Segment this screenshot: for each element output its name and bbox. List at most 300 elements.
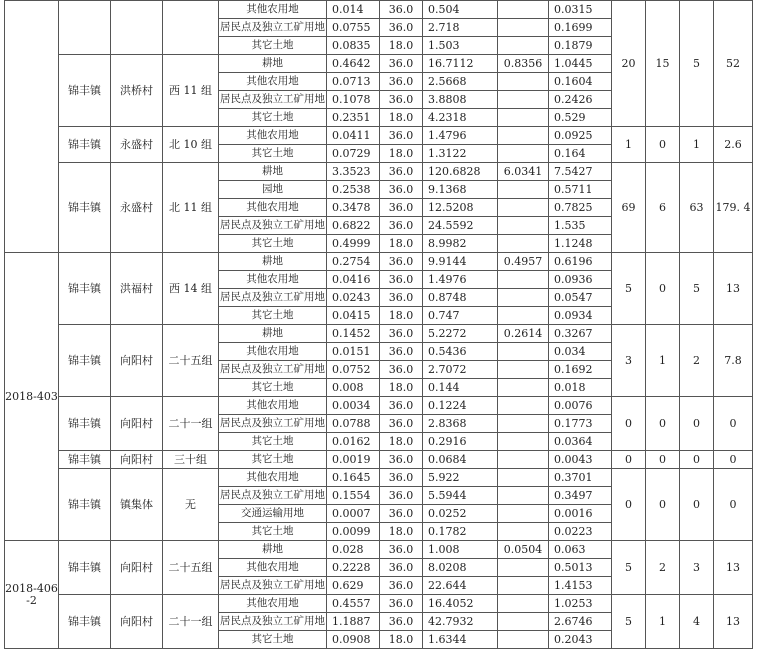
unit-price-cell: 36.0	[380, 181, 423, 199]
unit-price-cell: 36.0	[380, 505, 423, 523]
subtotal-cell: 0.5013	[549, 559, 612, 577]
unit-price-cell: 36.0	[380, 217, 423, 235]
unit-price-cell: 18.0	[380, 307, 423, 325]
subtotal-cell: 1.535	[549, 217, 612, 235]
farmland-fee-cell	[498, 127, 549, 145]
amount-cell: 3.8808	[423, 91, 498, 109]
farmland-fee-cell	[498, 559, 549, 577]
amount-cell: 5.922	[423, 469, 498, 487]
unit-price-cell: 36.0	[380, 1, 423, 19]
unit-price-cell: 36.0	[380, 361, 423, 379]
amount-cell: 5.5944	[423, 487, 498, 505]
table-row	[5, 451, 753, 469]
land-type-cell: 居民点及独立工矿用地	[219, 613, 327, 631]
subtotal-cell: 0.0315	[549, 1, 612, 19]
unit-price-cell: 36.0	[380, 127, 423, 145]
amount-cell: 16.4052	[423, 595, 498, 613]
town-cell: 锦丰镇	[59, 127, 111, 163]
town-cell: 锦丰镇	[59, 469, 111, 541]
summary-count-1: 20	[612, 1, 646, 127]
land-type-cell: 其它土地	[219, 379, 327, 397]
land-type-cell: 居民点及独立工矿用地	[219, 577, 327, 595]
unit-price-cell: 36.0	[380, 253, 423, 271]
unit-price-cell: 36.0	[380, 91, 423, 109]
summary-count-2: 0	[646, 127, 680, 163]
unit-price-cell: 36.0	[380, 163, 423, 181]
land-type-cell: 园地	[219, 181, 327, 199]
table-row	[5, 541, 753, 559]
amount-cell: 8.0208	[423, 559, 498, 577]
subtotal-cell: 7.5427	[549, 163, 612, 181]
farmland-fee-cell	[498, 271, 549, 289]
subtotal-cell: 0.0043	[549, 451, 612, 469]
unit-price-cell: 36.0	[380, 577, 423, 595]
farmland-fee-cell	[498, 523, 549, 541]
land-type-cell: 耕地	[219, 55, 327, 73]
subtotal-cell: 0.6196	[549, 253, 612, 271]
farmland-fee-cell: 6.0341	[498, 163, 549, 181]
area-cell: 0.2754	[327, 253, 380, 271]
summary-value: 0	[714, 397, 753, 451]
summary-value: 13	[714, 253, 753, 325]
area-cell: 0.2228	[327, 559, 380, 577]
unit-price-cell: 36.0	[380, 73, 423, 91]
unit-price-cell: 18.0	[380, 235, 423, 253]
land-type-cell: 其它土地	[219, 235, 327, 253]
farmland-fee-cell	[498, 577, 549, 595]
group-cell: 二十一组	[163, 595, 219, 649]
farmland-fee-cell	[498, 451, 549, 469]
summary-count-2: 0	[646, 253, 680, 325]
farmland-fee-cell	[498, 19, 549, 37]
amount-cell: 9.1368	[423, 181, 498, 199]
area-cell: 0.0415	[327, 307, 380, 325]
village-cell: 永盛村	[111, 127, 163, 163]
farmland-fee-cell	[498, 397, 549, 415]
town-cell: 锦丰镇	[59, 163, 111, 253]
group-cell: 二十五组	[163, 541, 219, 595]
summary-count-2: 0	[646, 469, 680, 541]
area-cell: 0.4557	[327, 595, 380, 613]
village-cell: 洪桥村	[111, 55, 163, 127]
subtotal-cell: 0.1879	[549, 37, 612, 55]
area-cell: 0.0034	[327, 397, 380, 415]
unit-price-cell: 36.0	[380, 487, 423, 505]
amount-cell: 0.1224	[423, 397, 498, 415]
subtotal-cell: 0.0936	[549, 271, 612, 289]
village-cell	[111, 1, 163, 55]
amount-cell: 42.7932	[423, 613, 498, 631]
summary-count-3: 5	[680, 253, 714, 325]
land-type-cell: 其它土地	[219, 109, 327, 127]
area-cell: 0.0151	[327, 343, 380, 361]
area-cell: 0.1452	[327, 325, 380, 343]
area-cell: 0.0908	[327, 631, 380, 649]
farmland-fee-cell	[498, 415, 549, 433]
amount-cell: 1.503	[423, 37, 498, 55]
project-id-cell: 2018-406 -2	[5, 541, 59, 649]
summary-count-3: 4	[680, 595, 714, 649]
area-cell: 0.6822	[327, 217, 380, 235]
subtotal-cell: 2.6746	[549, 613, 612, 631]
land-type-cell: 其它土地	[219, 307, 327, 325]
amount-cell: 1.4976	[423, 271, 498, 289]
subtotal-cell: 1.4153	[549, 577, 612, 595]
amount-cell: 0.0252	[423, 505, 498, 523]
amount-cell: 24.5592	[423, 217, 498, 235]
amount-cell: 0.0684	[423, 451, 498, 469]
group-cell: 三十组	[163, 451, 219, 469]
amount-cell: 22.644	[423, 577, 498, 595]
unit-price-cell: 36.0	[380, 613, 423, 631]
unit-price-cell: 36.0	[380, 289, 423, 307]
summary-value: 2.6	[714, 127, 753, 163]
land-type-cell: 其他农用地	[219, 595, 327, 613]
unit-price-cell: 18.0	[380, 523, 423, 541]
table-row	[5, 595, 753, 613]
summary-count-2: 15	[646, 1, 680, 127]
amount-cell: 0.2916	[423, 433, 498, 451]
farmland-fee-cell: 0.8356	[498, 55, 549, 73]
area-cell: 0.0019	[327, 451, 380, 469]
summary-count-1: 0	[612, 469, 646, 541]
land-type-cell: 居民点及独立工矿用地	[219, 19, 327, 37]
table-row	[5, 469, 753, 487]
farmland-fee-cell	[498, 379, 549, 397]
area-cell: 0.1078	[327, 91, 380, 109]
group-cell	[163, 1, 219, 55]
land-type-cell: 居民点及独立工矿用地	[219, 289, 327, 307]
land-type-cell: 其它土地	[219, 451, 327, 469]
farmland-fee-cell	[498, 109, 549, 127]
subtotal-cell: 0.0076	[549, 397, 612, 415]
summary-count-1: 69	[612, 163, 646, 253]
amount-cell: 0.504	[423, 1, 498, 19]
amount-cell: 2.7072	[423, 361, 498, 379]
land-type-cell: 其他农用地	[219, 469, 327, 487]
amount-cell: 0.1782	[423, 523, 498, 541]
village-cell: 镇集体	[111, 469, 163, 541]
project-id-cell: 2018-403	[5, 253, 59, 541]
amount-cell: 16.7112	[423, 55, 498, 73]
subtotal-cell: 0.034	[549, 343, 612, 361]
unit-price-cell: 36.0	[380, 55, 423, 73]
summary-count-3: 1	[680, 127, 714, 163]
town-cell: 锦丰镇	[59, 541, 111, 595]
area-cell: 0.0752	[327, 361, 380, 379]
amount-cell: 1.3122	[423, 145, 498, 163]
area-cell: 0.1645	[327, 469, 380, 487]
town-cell: 锦丰镇	[59, 253, 111, 325]
summary-count-2: 6	[646, 163, 680, 253]
unit-price-cell: 18.0	[380, 37, 423, 55]
amount-cell: 4.2318	[423, 109, 498, 127]
summary-value: 13	[714, 595, 753, 649]
area-cell: 0.3478	[327, 199, 380, 217]
unit-price-cell: 18.0	[380, 379, 423, 397]
farmland-fee-cell	[498, 37, 549, 55]
table-row	[5, 325, 753, 343]
summary-value: 52	[714, 1, 753, 127]
subtotal-cell: 0.0934	[549, 307, 612, 325]
land-type-cell: 其他农用地	[219, 73, 327, 91]
unit-price-cell: 36.0	[380, 595, 423, 613]
unit-price-cell: 18.0	[380, 433, 423, 451]
town-cell: 锦丰镇	[59, 451, 111, 469]
town-cell: 锦丰镇	[59, 595, 111, 649]
unit-price-cell: 36.0	[380, 541, 423, 559]
land-type-cell: 耕地	[219, 163, 327, 181]
summary-count-2: 0	[646, 397, 680, 451]
land-type-cell: 其它土地	[219, 631, 327, 649]
farmland-fee-cell: 0.2614	[498, 325, 549, 343]
area-cell: 0.0755	[327, 19, 380, 37]
farmland-fee-cell	[498, 595, 549, 613]
town-cell	[59, 1, 111, 55]
summary-value: 179. 4	[714, 163, 753, 253]
area-cell: 0.0411	[327, 127, 380, 145]
amount-cell: 0.747	[423, 307, 498, 325]
summary-count-3: 2	[680, 325, 714, 397]
subtotal-cell: 0.164	[549, 145, 612, 163]
summary-value: 13	[714, 541, 753, 595]
subtotal-cell: 0.7825	[549, 199, 612, 217]
summary-count-3: 63	[680, 163, 714, 253]
unit-price-cell: 36.0	[380, 415, 423, 433]
village-cell: 向阳村	[111, 541, 163, 595]
farmland-fee-cell	[498, 289, 549, 307]
town-cell: 锦丰镇	[59, 397, 111, 451]
area-cell: 0.2538	[327, 181, 380, 199]
farmland-fee-cell	[498, 1, 549, 19]
amount-cell: 0.8748	[423, 289, 498, 307]
group-cell: 二十五组	[163, 325, 219, 397]
summary-count-3: 0	[680, 397, 714, 451]
subtotal-cell: 0.2426	[549, 91, 612, 109]
summary-value: 0	[714, 469, 753, 541]
summary-count-2: 0	[646, 451, 680, 469]
summary-count-3: 0	[680, 469, 714, 541]
land-type-cell: 其它土地	[219, 37, 327, 55]
land-type-cell: 其他农用地	[219, 397, 327, 415]
town-cell: 锦丰镇	[59, 55, 111, 127]
subtotal-cell: 0.529	[549, 109, 612, 127]
farmland-fee-cell	[498, 307, 549, 325]
amount-cell: 9.9144	[423, 253, 498, 271]
village-cell: 向阳村	[111, 595, 163, 649]
subtotal-cell: 0.0016	[549, 505, 612, 523]
land-type-cell: 耕地	[219, 541, 327, 559]
land-type-cell: 交通运输用地	[219, 505, 327, 523]
area-cell: 0.014	[327, 1, 380, 19]
unit-price-cell: 18.0	[380, 145, 423, 163]
farmland-fee-cell	[498, 343, 549, 361]
farmland-fee-cell	[498, 145, 549, 163]
land-type-cell: 其他农用地	[219, 199, 327, 217]
subtotal-cell: 0.0547	[549, 289, 612, 307]
amount-cell: 2.8368	[423, 415, 498, 433]
area-cell: 0.4999	[327, 235, 380, 253]
group-cell: 西 14 组	[163, 253, 219, 325]
land-type-cell: 其它土地	[219, 145, 327, 163]
area-cell: 0.028	[327, 541, 380, 559]
summary-count-2: 2	[646, 541, 680, 595]
land-compensation-table	[4, 0, 753, 649]
unit-price-cell: 18.0	[380, 631, 423, 649]
group-cell: 北 10 组	[163, 127, 219, 163]
unit-price-cell: 36.0	[380, 19, 423, 37]
farmland-fee-cell	[498, 181, 549, 199]
village-cell: 向阳村	[111, 325, 163, 397]
area-cell: 0.0713	[327, 73, 380, 91]
subtotal-cell: 0.1692	[549, 361, 612, 379]
farmland-fee-cell	[498, 487, 549, 505]
subtotal-cell: 0.0925	[549, 127, 612, 145]
amount-cell: 2.718	[423, 19, 498, 37]
area-cell: 0.0729	[327, 145, 380, 163]
farmland-fee-cell	[498, 361, 549, 379]
subtotal-cell: 1.0445	[549, 55, 612, 73]
land-type-cell: 居民点及独立工矿用地	[219, 217, 327, 235]
amount-cell: 120.6828	[423, 163, 498, 181]
unit-price-cell: 36.0	[380, 199, 423, 217]
village-cell: 洪福村	[111, 253, 163, 325]
amount-cell: 0.5436	[423, 343, 498, 361]
area-cell: 0.0835	[327, 37, 380, 55]
amount-cell: 1.008	[423, 541, 498, 559]
farmland-fee-cell	[498, 433, 549, 451]
amount-cell: 0.144	[423, 379, 498, 397]
summary-count-1: 3	[612, 325, 646, 397]
land-type-cell: 居民点及独立工矿用地	[219, 361, 327, 379]
unit-price-cell: 18.0	[380, 109, 423, 127]
unit-price-cell: 36.0	[380, 325, 423, 343]
table-row	[5, 127, 753, 145]
subtotal-cell: 0.5711	[549, 181, 612, 199]
unit-price-cell: 36.0	[380, 271, 423, 289]
subtotal-cell: 0.018	[549, 379, 612, 397]
summary-count-2: 1	[646, 325, 680, 397]
land-type-cell: 耕地	[219, 253, 327, 271]
project-id-cell	[5, 1, 59, 253]
land-type-cell: 其它土地	[219, 523, 327, 541]
subtotal-cell: 0.1604	[549, 73, 612, 91]
summary-count-3: 3	[680, 541, 714, 595]
summary-count-1: 0	[612, 451, 646, 469]
land-type-cell: 居民点及独立工矿用地	[219, 487, 327, 505]
subtotal-cell: 1.1248	[549, 235, 612, 253]
farmland-fee-cell	[498, 199, 549, 217]
village-cell: 向阳村	[111, 397, 163, 451]
summary-count-2: 1	[646, 595, 680, 649]
farmland-fee-cell	[498, 235, 549, 253]
land-type-cell: 其他农用地	[219, 343, 327, 361]
area-cell: 0.0162	[327, 433, 380, 451]
land-type-cell: 其他农用地	[219, 1, 327, 19]
farmland-fee-cell	[498, 217, 549, 235]
farmland-fee-cell	[498, 505, 549, 523]
area-cell: 0.0099	[327, 523, 380, 541]
subtotal-cell: 0.0223	[549, 523, 612, 541]
land-type-cell: 居民点及独立工矿用地	[219, 91, 327, 109]
area-cell: 0.0788	[327, 415, 380, 433]
subtotal-cell: 0.0364	[549, 433, 612, 451]
amount-cell: 5.2272	[423, 325, 498, 343]
area-cell: 1.1887	[327, 613, 380, 631]
amount-cell: 1.6344	[423, 631, 498, 649]
area-cell: 0.1554	[327, 487, 380, 505]
unit-price-cell: 36.0	[380, 451, 423, 469]
summary-count-1: 0	[612, 397, 646, 451]
farmland-fee-cell	[498, 613, 549, 631]
subtotal-cell: 0.1773	[549, 415, 612, 433]
farmland-fee-cell: 0.0504	[498, 541, 549, 559]
table-row	[5, 163, 753, 181]
amount-cell: 1.4796	[423, 127, 498, 145]
unit-price-cell: 36.0	[380, 397, 423, 415]
land-type-cell: 其他农用地	[219, 559, 327, 577]
farmland-fee-cell	[498, 631, 549, 649]
area-cell: 0.4642	[327, 55, 380, 73]
area-cell: 0.008	[327, 379, 380, 397]
area-cell: 3.3523	[327, 163, 380, 181]
summary-count-3: 0	[680, 451, 714, 469]
subtotal-cell: 0.3497	[549, 487, 612, 505]
group-cell: 北 11 组	[163, 163, 219, 253]
area-cell: 0.2351	[327, 109, 380, 127]
group-cell: 西 11 组	[163, 55, 219, 127]
group-cell: 无	[163, 469, 219, 541]
subtotal-cell: 0.063	[549, 541, 612, 559]
area-cell: 0.0007	[327, 505, 380, 523]
village-cell: 永盛村	[111, 163, 163, 253]
area-cell: 0.629	[327, 577, 380, 595]
subtotal-cell: 0.1699	[549, 19, 612, 37]
amount-cell: 2.5668	[423, 73, 498, 91]
town-cell: 锦丰镇	[59, 325, 111, 397]
farmland-fee-cell	[498, 469, 549, 487]
land-type-cell: 其他农用地	[219, 127, 327, 145]
table-row	[5, 1, 753, 19]
farmland-fee-cell	[498, 73, 549, 91]
farmland-fee-cell: 0.4957	[498, 253, 549, 271]
subtotal-cell: 0.3267	[549, 325, 612, 343]
farmland-fee-cell	[498, 91, 549, 109]
subtotal-cell: 0.2043	[549, 631, 612, 649]
land-type-cell: 其它土地	[219, 433, 327, 451]
land-type-cell: 居民点及独立工矿用地	[219, 415, 327, 433]
unit-price-cell: 36.0	[380, 559, 423, 577]
summary-count-1: 5	[612, 541, 646, 595]
village-cell: 向阳村	[111, 451, 163, 469]
area-cell: 0.0243	[327, 289, 380, 307]
summary-count-1: 5	[612, 253, 646, 325]
unit-price-cell: 36.0	[380, 343, 423, 361]
table-row	[5, 397, 753, 415]
summary-count-1: 5	[612, 595, 646, 649]
summary-value: 7.8	[714, 325, 753, 397]
unit-price-cell: 36.0	[380, 469, 423, 487]
area-cell: 0.0416	[327, 271, 380, 289]
summary-count-1: 1	[612, 127, 646, 163]
table-row	[5, 253, 753, 271]
summary-value: 0	[714, 451, 753, 469]
group-cell: 二十一组	[163, 397, 219, 451]
subtotal-cell: 1.0253	[549, 595, 612, 613]
land-type-cell: 耕地	[219, 325, 327, 343]
subtotal-cell: 0.3701	[549, 469, 612, 487]
land-type-cell: 其他农用地	[219, 271, 327, 289]
